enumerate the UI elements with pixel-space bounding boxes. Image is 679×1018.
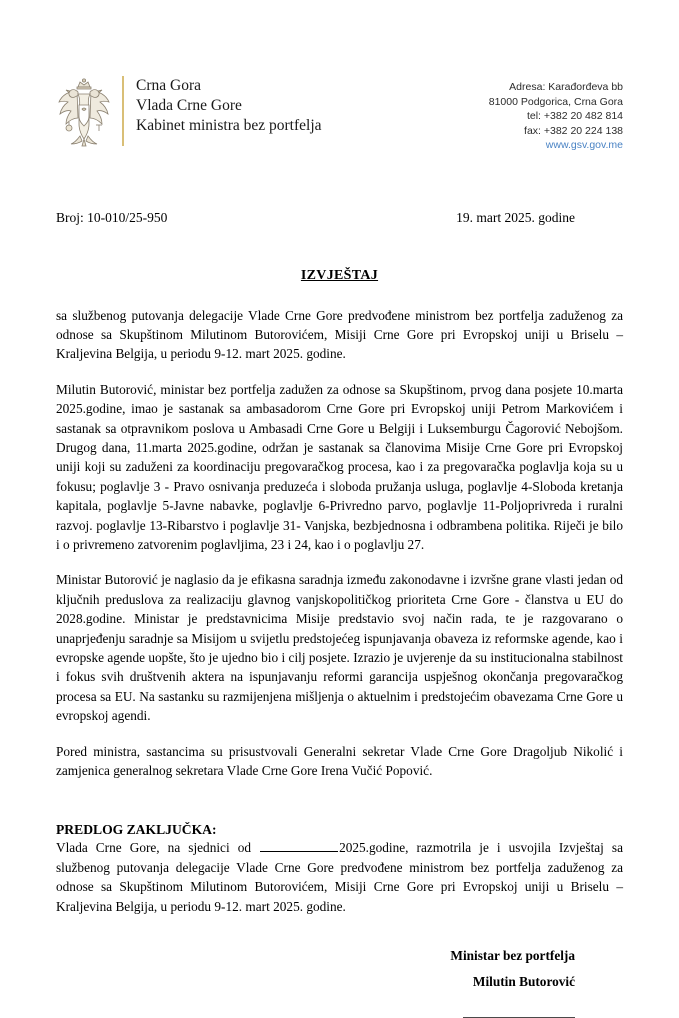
signature-name: Milutin Butorović: [472, 974, 575, 990]
contact-block: [489, 74, 623, 153]
paragraph-intro: sa službenog putovanja delegacije Vlade Crne Gore predvođene ministrom bez portfelja zaduženog za odnose sa Skupštinom Milutinom Butorovićem, Misiji Crne Gore pri Evropskoj uniji u Briselu – Kraljevina Belgija, u periodu 9-12. mart 2025. godine.: [56, 307, 623, 362]
signature-block: [56, 943, 623, 1018]
brand-lines: [136, 74, 322, 148]
brand-divider: [122, 76, 124, 146]
document-date: 19. mart 2025. godine: [456, 209, 575, 225]
contact-address-line-2: 81000 Podgorica, Crna Gora: [488, 95, 623, 108]
brand-block: [56, 74, 322, 148]
paragraph-meetings: Milutin Butorović, ministar bez portfelja zadužen za odnose sa Skupštinom, prvog dana posjete 10.marta 2025.godine, imao je sastanak sa ambasadorom Crne Gore pri Evropskoj uniji Petrom Markovićem i sastanak sa otpravnikom poslova u Ambasadi Crne Gore u Belgiji i Luksemburgu Čagorović Nebojšom. Drugog dana, 11.marta 2025.godine, održan je sastanak sa članovima Misije Crne Gore pri Evropskoj uniji koji su zaduženi za koordinaciju pregovaračkog procesa, kao i za pregovaračka poglavlja koja su u fokusu; poglavlje 3 - Pravo osnivanja preduzeća i sloboda pružanja usluga, poglavlje 4-Sloboda kretanja kapitala, poglavlje 5-Javne nabavke, poglavlje 6-Privredno parvo, poglavlje 11-Poljoprivreda i ruralni razvoj. poglavlje 13-Ribarstvo i poglavlje 31- Vanjska, bezbjednosna i odbrambena politika. Riječi je bilo i o privremeno zatvorenim poglavljima, 23 i 24, kao i o poglavlju 27.: [56, 381, 623, 552]
paragraph-attendees: Pored ministra, sastancima su prisustvovali Generalni sekretar Vlade Crne Gore Dragoljub Nikolić i zamjenica generalnog sekretara Vlade Crne Gore Irena Vučić Popović.: [56, 743, 623, 779]
session-date-blank-field[interactable]: [260, 839, 338, 852]
contact-telephone: tel: +382 20 482 814: [526, 110, 623, 122]
reference-row: [56, 210, 623, 226]
brand-line-office: Kabinet ministra bez portfelja: [136, 117, 322, 134]
paragraph-statements: Ministar Butorović je naglasio da je efikasna saradnja između zakonodavne i izvršne grane vlasti jedan od ključnih preduslova za realizaciju glavnog vanjskopolitičkog prioriteta Crne Gore - članstva u EU do 2028.godine. Ministar je predstavnicima Misije predstavio svoj način rada, te je razgovarano o unaprjeđenju saradnje sa Misijom u svijetlu predstojećeg ispunjavanja obaveza iz reformske agende, kao i evropske agende uopšte, što je ujedno bio i cilj posjete. Izrazio je uvjerenje da su institucionalna stabilnost i fokus svih društvenih aktera na ispunjavanju reformi garancija uspješnog okončanja pregovaračkog procesa sa EU. Na sastanku su razmijenjena mišljenja o aktuelnim i predstojećim obavezama Crne Gore u evropskoj agendi.: [56, 572, 623, 724]
brand-line-government: Vlada Crne Gore: [136, 97, 242, 114]
contact-website-link[interactable]: www.gsv.gov.me: [545, 139, 623, 151]
contact-address-line-1: Adresa: Karađorđeva bb: [509, 81, 623, 93]
contact-fax: fax: +382 20 224 138: [524, 124, 623, 137]
conclusion-paragraph: [56, 838, 623, 916]
signature-role: Ministar bez portfelja: [450, 948, 575, 964]
reference-number: Broj: 10-010/25-950: [56, 209, 168, 225]
brand-line-country: Crna Gora: [136, 77, 201, 94]
document-body: [56, 306, 623, 781]
conclusion-text-before-blank: Vlada Crne Gore, na sjednici od: [56, 840, 260, 856]
page-title: IZVJEŠTAJ: [300, 267, 379, 283]
coat-of-arms-icon: [56, 74, 112, 148]
conclusion-heading: PREDLOG ZAKLJUČKA:: [56, 822, 217, 838]
letterhead: [56, 0, 623, 153]
conclusion-text-after-blank: 2025.godine, razmotrila je i usvojila Izvještaj sa službenog putovanja delegacije Vlade Crne Gore predvođene ministrom bez portfelja zaduženog za odnose sa Skupštinom Milutinom Butorovićem, Misiji Crne Gore pri Evropskoj uniji u Briselu – Kraljevina Belgija, u periodu 9-12. mart 2025. godine.: [56, 840, 623, 914]
